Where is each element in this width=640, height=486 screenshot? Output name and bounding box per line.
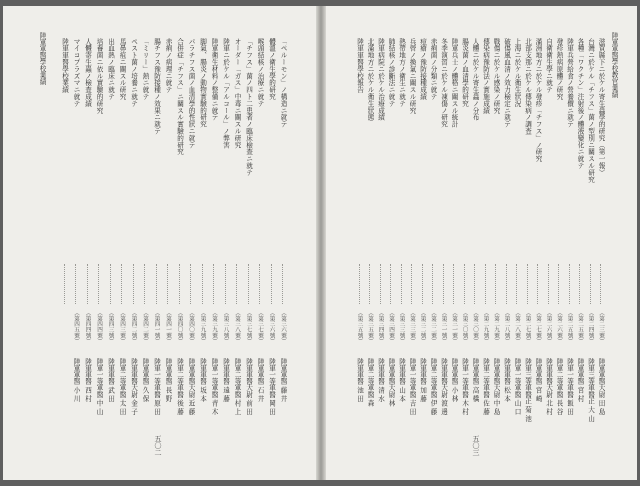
leader-dots [380, 264, 382, 304]
entry-title: 人體ニ於ケル寄生蟲ノ分布 [471, 38, 479, 121]
entry-volume: （第三一號） [451, 310, 457, 344]
entry-column [482, 38, 490, 466]
entry-author: 陸軍軍醫大尉 田 島 [597, 358, 605, 415]
entry-volume: （第二五號） [577, 310, 583, 344]
entry-volume: （第三七號） [257, 310, 263, 344]
entry-title: 脚氣、腸炎ノ動物實驗的研究 [198, 38, 207, 128]
leader-dots [110, 264, 112, 304]
leader-dots [202, 264, 204, 304]
entry-volume: （第三四號） [388, 310, 394, 344]
entry-column [268, 38, 276, 466]
entry-column [164, 38, 172, 466]
entry-column [566, 38, 574, 466]
entry-volume: （第二五號） [566, 310, 573, 344]
entry-volume: （第四三號） [119, 310, 125, 344]
leader-dots [282, 264, 284, 304]
entry-title: 「ペルーモン」ノ構造ニ就テ [279, 38, 287, 128]
leader-dots [590, 264, 592, 304]
leader-dots [516, 264, 518, 304]
entry-title: 合併症「チフス」ニ關スル實驗的研究 [175, 38, 184, 156]
entry-author: 陸軍二等軍醫 後 藤 [175, 358, 184, 415]
entry-title: 肺結核ノ診斷法ニ就テ [387, 38, 395, 107]
entry-author: 陸軍軍醫 藤 井 [279, 358, 287, 402]
entry-author: 陸軍軍醫 久 保 [141, 358, 149, 402]
entry-author: 陸軍軍醫 宮 崎 [534, 358, 542, 402]
leader-dots [537, 264, 539, 304]
entry-volume: （第三六號） [268, 310, 275, 344]
entry-author: 陸軍軍醫 山 本 [397, 358, 406, 402]
entry-volume [61, 310, 69, 350]
entry-author: 陸軍軍醫大尉 金 子 [129, 358, 138, 415]
entry-volume: （第四五號） [73, 310, 79, 344]
entry-column [513, 38, 521, 466]
leader-dots [98, 264, 100, 304]
leader-dots [569, 264, 571, 304]
entry-column [450, 38, 458, 466]
entry-column [503, 38, 511, 466]
leader-dots [390, 264, 392, 304]
entry-column [72, 38, 80, 466]
entry-author: 陸軍軍醫 宮 村 [576, 358, 584, 402]
leader-dots [548, 264, 550, 304]
leader-dots [75, 264, 77, 304]
entry-title: 陸軍軍醫學校業績 [60, 38, 69, 94]
entry-title: 陸軍衛生材料ノ整備ニ就テ [210, 38, 218, 121]
entry-column [187, 38, 195, 466]
entry-column [84, 38, 92, 466]
entry-column [524, 38, 532, 466]
entry-volume: （第三一號） [440, 310, 447, 344]
entry-title: 「チフス」菌ノ四ト二患者ノ臨床檢查ニ就テ [244, 38, 253, 176]
entry-column [130, 38, 138, 466]
book-spread [3, 6, 637, 480]
entry-volume: （第三九號） [199, 310, 206, 344]
leader-dots [485, 264, 487, 304]
right-page-header: 陸軍軍醫學校教官業績 [610, 32, 618, 98]
entry-title: 北滿地方ニ於ケル衛生狀態 [366, 38, 374, 121]
leader-dots [527, 264, 529, 304]
entry-author: 陸軍軍醫 池 田 [355, 358, 364, 402]
entry-title: 發疹熱病原體ノ研究 [555, 38, 563, 101]
leader-dots [64, 264, 66, 304]
leader-dots [179, 264, 181, 304]
entry-title: 「ミリー」熱ニ就テ [141, 38, 149, 101]
leader-dots [259, 264, 261, 304]
leader-dots [401, 264, 403, 304]
entry-volume: （第三二號） [430, 310, 436, 344]
entry-author: 陸軍三等軍醫正 菊 池 [523, 358, 532, 422]
entry-volume: （第四四號） [84, 310, 91, 344]
leader-dots [558, 264, 560, 304]
entry-title: 上海ニ於ケル衛生狀況 [513, 38, 521, 107]
entry-title: 出血熱ノ臨床ニ就テ [106, 38, 115, 101]
entry-author: 陸軍一等軍醫 吉 田 [408, 358, 416, 415]
entry-author: 陸軍二等軍醫 森 [366, 358, 374, 407]
entry-author: 陸軍軍醫 小 林 [450, 358, 458, 402]
entry-volume: （第三三號） [409, 310, 415, 344]
entry-title: 熱帶地方ノ衛生ニ就テ [397, 38, 406, 107]
leader-dots [167, 264, 169, 304]
entry-volume: （第三〇號） [461, 310, 468, 344]
leader-dots [432, 264, 434, 304]
leader-dots [369, 264, 371, 304]
left-page-header: 陸軍軍醫學校業績 [38, 32, 46, 85]
entry-title: 陸軍病院ニ於ケル治療成績 [376, 38, 385, 121]
entry-title: 戰傷ニ於ケル感染ノ研究 [492, 38, 500, 114]
entry-volume: （第二七號） [535, 310, 541, 344]
right-page-number: 五〇三 [472, 435, 480, 456]
entry-title: パラチフス菌ノ血清學的性狀ニ就テ [187, 38, 195, 149]
entry-author: 陸軍軍醫大尉 前 田 [244, 358, 253, 415]
entry-volume: （第二九號） [493, 310, 499, 344]
leader-dots [271, 264, 273, 304]
entry-volume: （第二八號） [514, 310, 520, 344]
entry-volume: （第二四號） [587, 310, 594, 344]
entry-volume: （第三五號） [356, 310, 363, 344]
entry-author: 陸軍一等軍醫 木 村 [460, 358, 469, 415]
entry-column [199, 38, 207, 466]
entry-author: 陸軍軍醫 武 田 [106, 358, 115, 402]
entry-column [153, 38, 161, 466]
entry-author: 陸軍軍醫大尉 渡 邊 [439, 358, 448, 415]
entry-author: 陸軍軍醫 清 水 [376, 358, 385, 402]
entry-author: 陸軍軍醫 松 本 [502, 358, 511, 402]
entry-title: 赤痢ノ病理ニ就テ [164, 38, 172, 94]
leader-dots [236, 264, 238, 304]
entry-author: 陸軍三等軍醫正 大 山 [586, 358, 595, 422]
leader-dots [225, 264, 227, 304]
entry-author: 陸軍軍醫 石 井 [256, 358, 264, 402]
leader-dots [359, 264, 361, 304]
entry-author [61, 358, 69, 466]
entry-title: 自衛衛生學ニ就テ [544, 38, 553, 94]
entry-title: 滋賀縣下ニ於ケル寄生蟲學的研究（第一報） [597, 38, 605, 176]
entry-author: 陸軍軍醫 小 川 [72, 358, 80, 402]
leader-dots [144, 264, 146, 304]
entry-column [387, 38, 395, 466]
entry-title: 台灣ニ於ケル「チフス」菌ノ型別ニ關スル研究 [586, 38, 595, 183]
entry-author: 陸軍一等軍醫 青 木 [210, 358, 218, 415]
leader-dots [506, 264, 508, 304]
entry-column [398, 38, 406, 466]
entry-author: 陸軍軍醫 西 村 [83, 358, 92, 402]
entry-column [429, 38, 437, 466]
entry-volume: （第四〇號） [188, 310, 194, 344]
entry-volume: （第四二號） [142, 310, 148, 344]
entry-column [576, 38, 584, 466]
leader-dots [156, 264, 158, 304]
entry-title: オーダー「ガス」中毒ニ關スル研究 [233, 38, 241, 149]
entry-author: 陸軍軍醫 高 橋 [471, 358, 479, 402]
entry-volume: （第三三號） [398, 310, 405, 344]
leader-dots [411, 264, 413, 304]
entry-column [440, 38, 448, 466]
entry-author: 陸軍軍醫大尉 林 [387, 358, 395, 407]
entry-column [555, 38, 563, 466]
entry-title: 陸軍軍醫學校報告 [355, 38, 364, 94]
entry-author: 陸軍一等軍醫 原 田 [152, 358, 161, 415]
entry-volume: （第三二號） [419, 310, 426, 344]
entry-title: 腸炎菌ノ血清學的研究 [460, 38, 469, 107]
entry-volume: （第二九號） [482, 310, 489, 344]
entry-volume: （第三九號） [211, 310, 217, 344]
entry-volume: （第四〇號） [176, 310, 183, 344]
entry-column [587, 38, 595, 466]
leader-dots [495, 264, 497, 304]
entry-author: 陸軍二等軍醫 伊 藤 [429, 358, 437, 415]
leader-dots [579, 264, 581, 304]
entry-author: 陸軍二等軍醫 長 谷 [555, 358, 563, 415]
entry-column [471, 38, 479, 466]
entry-title: ペスト菌ノ培養ニ就テ [129, 38, 138, 107]
entry-column [222, 38, 230, 466]
entry-column [545, 38, 553, 466]
leader-dots [87, 264, 89, 304]
entry-column [461, 38, 469, 466]
entry-volume: （第三五號） [367, 310, 373, 344]
leader-dots [422, 264, 424, 304]
entry-title: 陸軍兵營給食ノ營養價ニ就テ [565, 38, 574, 128]
leader-dots [464, 264, 466, 304]
leader-dots [443, 264, 445, 304]
entry-author: 陸軍二等軍醫 太 田 [118, 358, 126, 415]
entry-author: 陸軍一等軍醫 岡 田 [267, 358, 276, 415]
entry-author: 陸軍一等軍醫 飯 田 [565, 358, 574, 415]
entry-volume: （第四一號） [165, 310, 171, 344]
entry-volume: （第四一號） [153, 310, 160, 344]
entry-volume: （第三七號） [245, 310, 252, 344]
entry-title: 痘瘡ノ豫防接種成績 [418, 38, 427, 101]
entry-column [118, 38, 126, 466]
entry-column [356, 38, 364, 466]
entry-title: 滿洲地方ニ於ケル發疹「チフス」ノ研究 [534, 38, 542, 163]
leader-dots [248, 264, 250, 304]
entry-column [233, 38, 241, 466]
entry-title: 馬鼻疽ニ關スル研究 [118, 38, 126, 101]
entry-volume: （第三八號） [222, 310, 229, 344]
entry-column [256, 38, 264, 466]
leader-dots [213, 264, 215, 304]
entry-column [279, 38, 287, 466]
entry-column [176, 38, 184, 466]
leader-dots [121, 264, 123, 304]
entry-column [408, 38, 416, 466]
entry-column [366, 38, 374, 466]
entry-author: 陸軍一等軍醫 山 口 [513, 358, 521, 415]
entry-title: 兵營ノ換氣ニ關スル研究 [408, 38, 416, 114]
entry-column [245, 38, 253, 466]
entry-author: 陸軍軍醫 加 藤 [418, 358, 427, 402]
entry-column [95, 38, 103, 466]
entry-title: 腸チフス豫防接種ノ效果ニ就テ [152, 38, 161, 135]
entry-volume: （第二三號） [598, 310, 604, 344]
entry-title: マイコプラズマニ就テ [72, 38, 80, 107]
entry-column [107, 38, 115, 466]
book-gutter [316, 6, 326, 480]
entry-volume: （第三六號） [280, 310, 286, 344]
entry-title: 培養菌ニ依ル實驗的研究 [95, 38, 103, 114]
entry-title: 冬季演習ニ於ケル凍傷ノ研究 [439, 38, 448, 128]
entry-column [377, 38, 385, 466]
entry-title: 各種「ワクチン」注射後ノ體液變化ニ就テ [576, 38, 584, 170]
entry-volume: （第三四號） [377, 310, 384, 344]
entry-column [419, 38, 427, 466]
entry-title: 傳染病豫防法ノ實施成績 [481, 38, 490, 114]
entry-title: 陸軍兵士ノ體格ニ關スル統計 [450, 38, 458, 128]
entry-title: 北部支那ニ於ケル傳染病ノ調査 [523, 38, 532, 135]
entry-title: 喉頭結核ノ治療ニ就テ [256, 38, 264, 107]
entry-volume: （第三八號） [234, 310, 240, 344]
entry-author: 陸軍軍醫 遠 藤 [221, 358, 230, 402]
left-page [3, 6, 319, 480]
entry-title: 陸軍ニ於ケル「アルコール」ノ弊害 [221, 38, 230, 149]
entry-column [597, 38, 605, 466]
entry-volume: （第二八號） [503, 310, 510, 344]
entry-volume: （第四二號） [130, 310, 137, 344]
entry-author: 陸軍軍醫大尉 中 島 [492, 358, 500, 415]
entry-column [534, 38, 542, 466]
entry-title: 破傷風血清ノ效力檢定ニ就テ [502, 38, 511, 128]
leader-dots [474, 264, 476, 304]
entry-volume: （第四三號） [107, 310, 114, 344]
entry-volume: （第二六號） [545, 310, 552, 344]
entry-author: 陸軍軍醫大尉 近 藤 [187, 358, 195, 415]
entry-volume: （第二六號） [556, 310, 562, 344]
leader-dots [600, 264, 602, 304]
leader-dots [133, 264, 135, 304]
entry-column [210, 38, 218, 466]
right-page [321, 6, 637, 480]
entry-author: 陸軍軍醫 長 野 [164, 358, 172, 402]
entry-title: 赤痢菌ノ分類ニ就テ [429, 38, 437, 101]
entry-author: 陸軍二等軍醫 村 上 [233, 358, 241, 415]
entry-author: 陸軍軍醫大尉 北 村 [544, 358, 553, 415]
leader-dots [453, 264, 455, 304]
leader-dots [190, 264, 192, 304]
entry-author: 陸軍軍醫 坂 本 [198, 358, 207, 402]
entry-volume: （第四四號） [96, 310, 102, 344]
entry-title: 體溫ノ衛生學的研究 [267, 38, 276, 101]
entry-column [492, 38, 500, 466]
entry-column [141, 38, 149, 466]
entry-volume: （第三〇號） [472, 310, 478, 344]
left-page-number: 五〇二 [154, 435, 162, 456]
entry-column [61, 38, 69, 466]
entry-volume: （第二七號） [524, 310, 531, 344]
entry-title: 人體寄生蟲ノ檢査成績 [83, 38, 92, 107]
entry-author: 陸軍一等軍醫 中 山 [95, 358, 103, 415]
entry-author: 陸軍二等軍醫 佐 藤 [481, 358, 490, 415]
